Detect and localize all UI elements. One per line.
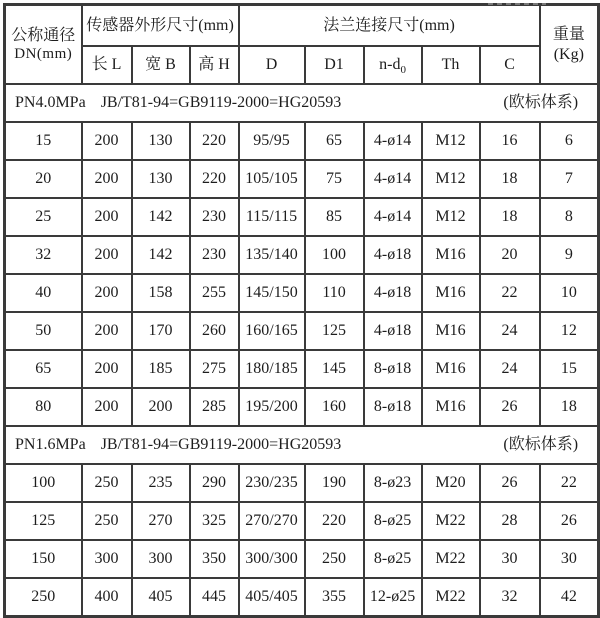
header-weight: [540, 5, 599, 85]
table-cell: 230/235: [239, 464, 305, 502]
table-cell: 300: [132, 540, 190, 578]
header-row-1: [5, 5, 599, 47]
table-cell: 300: [82, 540, 132, 578]
table-cell: 100: [305, 236, 364, 274]
table-cell: 30: [480, 540, 540, 578]
section-header-row: [5, 84, 599, 122]
table-cell: 22: [480, 274, 540, 312]
header-width-b: 宽 B: [132, 46, 190, 84]
table-cell: 200: [82, 122, 132, 160]
header-height-h: 高 H: [190, 46, 239, 84]
table-row: [5, 502, 599, 540]
table-cell: 325: [190, 502, 239, 540]
table-cell: M22: [422, 540, 480, 578]
table-cell: 350: [190, 540, 239, 578]
table-cell: 170: [132, 312, 190, 350]
table-cell: 270/270: [239, 502, 305, 540]
n-d0-base: n-d: [379, 56, 401, 74]
table-cell: 26: [540, 502, 599, 540]
table-cell: 18: [540, 388, 599, 426]
table-cell: 200: [132, 388, 190, 426]
table-cell: 142: [132, 236, 190, 274]
table-cell: 250: [82, 502, 132, 540]
table-cell: 42: [540, 578, 599, 617]
table-cell: 50: [5, 312, 82, 350]
table-cell: 200: [82, 160, 132, 198]
table-cell: 405/405: [239, 578, 305, 617]
table-cell: 125: [5, 502, 82, 540]
table-cell: M22: [422, 502, 480, 540]
header-d: D: [239, 46, 305, 84]
table-cell: 15: [540, 350, 599, 388]
table-cell: 4-ø18: [364, 312, 422, 350]
header-length-l: 长 L: [82, 46, 132, 84]
table-cell: 290: [190, 464, 239, 502]
header-d1: D1: [305, 46, 364, 84]
table-cell: 255: [190, 274, 239, 312]
table-row: [5, 464, 599, 502]
header-th: Th: [422, 46, 480, 84]
section-header-cell: [5, 426, 599, 464]
header-nominal-diameter: [5, 5, 82, 85]
table-cell: 220: [190, 160, 239, 198]
section-header-cell: [5, 84, 599, 122]
table-cell: 230: [190, 236, 239, 274]
table-cell: 32: [5, 236, 82, 274]
pressure-rating: PN1.6MPa: [15, 436, 86, 454]
cropped-text-artifact: [488, 3, 546, 5]
table-cell: 125: [305, 312, 364, 350]
table-cell: M16: [422, 274, 480, 312]
table-row: [5, 540, 599, 578]
table-cell: 9: [540, 236, 599, 274]
table-cell: M12: [422, 160, 480, 198]
table-cell: 4-ø18: [364, 236, 422, 274]
table-row: [5, 122, 599, 160]
table-cell: 8-ø25: [364, 540, 422, 578]
table-header: [5, 5, 599, 85]
weight-unit: (Kg): [553, 45, 584, 63]
table-cell: 4-ø14: [364, 198, 422, 236]
table-cell: 26: [480, 388, 540, 426]
table-cell: 145/150: [239, 274, 305, 312]
table-cell: 20: [5, 160, 82, 198]
table-cell: 130: [132, 122, 190, 160]
table-cell: 285: [190, 388, 239, 426]
table-cell: 100: [5, 464, 82, 502]
table-cell: 250: [5, 578, 82, 617]
flange-dimension-table: [3, 3, 600, 618]
table-cell: 200: [82, 198, 132, 236]
table-cell: 95/95: [239, 122, 305, 160]
table-row: [5, 274, 599, 312]
table-cell: 15: [5, 122, 82, 160]
header-n-d0: [364, 46, 422, 84]
table-row: [5, 388, 599, 426]
table-cell: 160/165: [239, 312, 305, 350]
table-cell: M20: [422, 464, 480, 502]
header-flange-dimensions-group: 法兰连接尺寸(mm): [239, 5, 540, 47]
table-cell: 275: [190, 350, 239, 388]
table-cell: 200: [82, 350, 132, 388]
standard-codes: JB/T81-94=GB9119-2000=HG20593: [100, 436, 342, 454]
table-cell: M16: [422, 388, 480, 426]
table-cell: 4-ø14: [364, 122, 422, 160]
table-cell: 7: [540, 160, 599, 198]
n-d0-subscript: 0: [400, 64, 406, 77]
table-cell: 24: [480, 350, 540, 388]
table-cell: 8-ø23: [364, 464, 422, 502]
table-cell: 25: [5, 198, 82, 236]
table-cell: 190: [305, 464, 364, 502]
table-cell: 250: [305, 540, 364, 578]
table-cell: 4-ø18: [364, 274, 422, 312]
table-cell: 200: [82, 236, 132, 274]
table-cell: 270: [132, 502, 190, 540]
table-cell: M12: [422, 122, 480, 160]
table-cell: 110: [305, 274, 364, 312]
table-cell: 8: [540, 198, 599, 236]
table-cell: 18: [480, 160, 540, 198]
table-cell: 20: [480, 236, 540, 274]
table-cell: 8-ø18: [364, 350, 422, 388]
table-cell: 220: [305, 502, 364, 540]
table-cell: M16: [422, 236, 480, 274]
table-cell: 220: [190, 122, 239, 160]
table-cell: 10: [540, 274, 599, 312]
section-header-row: [5, 426, 599, 464]
table-cell: 400: [82, 578, 132, 617]
table-cell: 195/200: [239, 388, 305, 426]
table-cell: 160: [305, 388, 364, 426]
table-cell: 142: [132, 198, 190, 236]
section-pn16: [5, 426, 599, 617]
table-row: [5, 578, 599, 617]
table-cell: 24: [480, 312, 540, 350]
table-cell: 115/115: [239, 198, 305, 236]
nominal-diameter-label: 公称通径: [11, 26, 76, 44]
table-cell: 260: [190, 312, 239, 350]
table-cell: 22: [540, 464, 599, 502]
header-sensor-dimensions-group: 传感器外形尺寸(mm): [82, 5, 239, 47]
table-cell: 8-ø18: [364, 388, 422, 426]
table-cell: 12-ø25: [364, 578, 422, 617]
table-cell: 18: [480, 198, 540, 236]
table-cell: 445: [190, 578, 239, 617]
table-cell: 150: [5, 540, 82, 578]
table-cell: 8-ø25: [364, 502, 422, 540]
standard-note: (欧标体系): [503, 94, 579, 112]
table-row: [5, 198, 599, 236]
weight-label: 重量: [552, 26, 585, 44]
table-cell: 40: [5, 274, 82, 312]
table-cell: 32: [480, 578, 540, 617]
table-cell: M12: [422, 198, 480, 236]
table-cell: 65: [5, 350, 82, 388]
table-cell: M22: [422, 578, 480, 617]
table-cell: 105/105: [239, 160, 305, 198]
table-cell: M16: [422, 350, 480, 388]
table-cell: 130: [132, 160, 190, 198]
table-cell: 80: [5, 388, 82, 426]
table-cell: 180/185: [239, 350, 305, 388]
table-cell: 12: [540, 312, 599, 350]
pressure-rating: PN4.0MPa: [15, 94, 86, 112]
table-row: [5, 160, 599, 198]
table-cell: 158: [132, 274, 190, 312]
table-cell: 235: [132, 464, 190, 502]
table-cell: 75: [305, 160, 364, 198]
table-cell: 230: [190, 198, 239, 236]
table-cell: 135/140: [239, 236, 305, 274]
nominal-diameter-unit: DN(mm): [14, 46, 73, 63]
section-pn4: [5, 84, 599, 426]
table-cell: 65: [305, 122, 364, 160]
table-cell: 200: [82, 388, 132, 426]
standard-note: (欧标体系): [503, 436, 579, 454]
table-cell: 300/300: [239, 540, 305, 578]
table-cell: 16: [480, 122, 540, 160]
standard-codes: JB/T81-94=GB9119-2000=HG20593: [100, 94, 342, 112]
table-cell: 200: [82, 274, 132, 312]
table-cell: 30: [540, 540, 599, 578]
table-row: [5, 236, 599, 274]
table-row: [5, 350, 599, 388]
table-cell: 28: [480, 502, 540, 540]
table-cell: 6: [540, 122, 599, 160]
table-cell: M16: [422, 312, 480, 350]
table-cell: 185: [132, 350, 190, 388]
table-cell: 405: [132, 578, 190, 617]
table-cell: 4-ø14: [364, 160, 422, 198]
table-cell: 250: [82, 464, 132, 502]
table-cell: 145: [305, 350, 364, 388]
table-cell: 26: [480, 464, 540, 502]
header-row-2: [5, 46, 599, 84]
table-cell: 355: [305, 578, 364, 617]
table-row: [5, 312, 599, 350]
header-c: C: [480, 46, 540, 84]
table-cell: 200: [82, 312, 132, 350]
spec-sheet-page: [0, 3, 600, 606]
table-cell: 85: [305, 198, 364, 236]
